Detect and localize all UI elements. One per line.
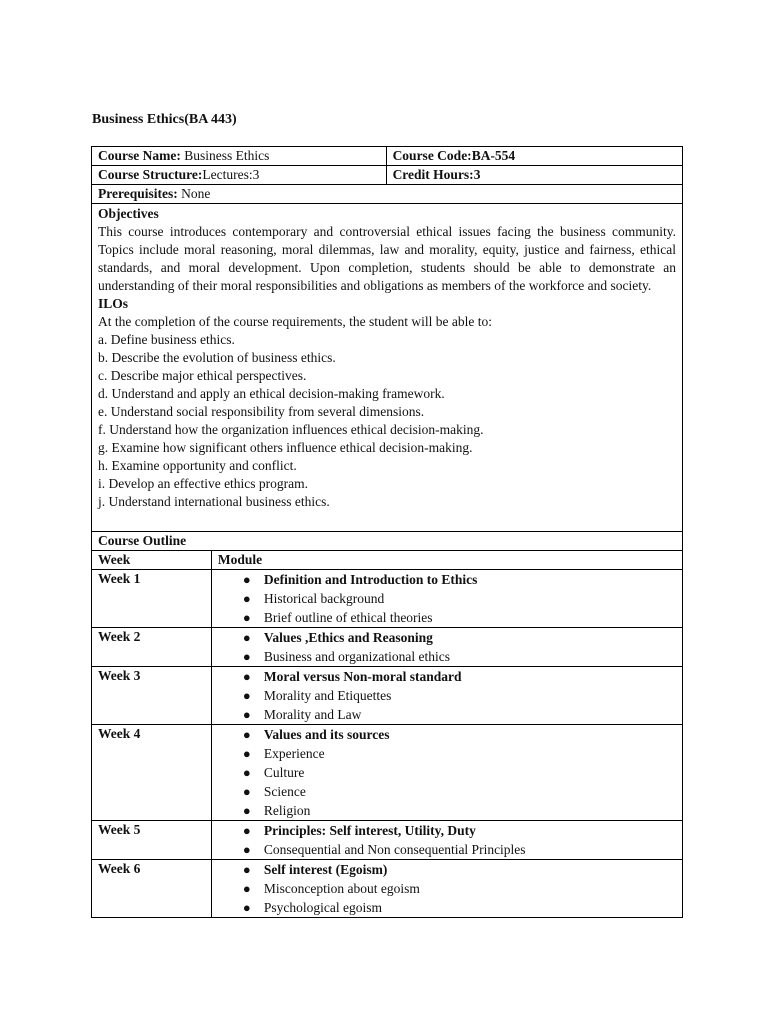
ilos-heading: ILOs <box>98 296 129 311</box>
bullet-icon: ● <box>242 862 251 877</box>
bullet-icon: ● <box>242 707 251 722</box>
week-row <box>92 628 683 667</box>
objectives-row <box>92 204 683 532</box>
bullet-icon: ● <box>242 727 251 742</box>
module-item <box>218 840 676 859</box>
bullet-icon: ● <box>242 746 251 761</box>
bullet-icon: ● <box>242 572 251 587</box>
week-column-header: Week <box>92 551 212 570</box>
module-text: Psychological egoism <box>263 900 382 915</box>
module-item <box>218 879 676 898</box>
module-item <box>218 705 676 724</box>
module-heading <box>218 570 676 589</box>
ilo-item: d. Understand and apply an ethical decision-making framework. <box>98 386 445 401</box>
ilo-item: b. Describe the evolution of business ethics. <box>98 350 336 365</box>
bullet-icon: ● <box>242 881 251 896</box>
credit-hours-value: 3 <box>473 167 481 182</box>
course-structure-row <box>92 166 683 185</box>
ilo-item: e. Understand social responsibility from several dimensions. <box>98 404 425 419</box>
ilo-item: i. Develop an effective ethics program. <box>98 476 309 491</box>
ilo-item: c. Describe major ethical perspectives. <box>98 368 307 383</box>
module-heading <box>218 725 676 744</box>
ilo-item: h. Examine opportunity and conflict. <box>98 458 297 473</box>
bullet-icon: ● <box>242 591 251 606</box>
course-table <box>91 146 683 918</box>
module-cell <box>211 628 682 667</box>
module-text: Consequential and Non consequential Principles <box>263 842 526 857</box>
module-list <box>218 667 676 724</box>
ilos-list <box>98 331 676 511</box>
module-cell <box>211 570 682 628</box>
module-cell <box>211 860 682 918</box>
module-text: Values and its sources <box>263 727 390 742</box>
module-cell <box>211 725 682 821</box>
module-text: Moral versus Non-moral standard <box>263 669 462 684</box>
course-code-label: Course Code: <box>392 148 472 163</box>
bullet-icon: ● <box>242 649 251 664</box>
module-text: Culture <box>263 765 305 780</box>
module-list <box>218 725 676 820</box>
ilos-intro: At the completion of the course requirements, the student will be able to: <box>98 314 493 329</box>
module-list <box>218 570 676 627</box>
module-cell <box>211 667 682 725</box>
module-item <box>218 589 676 608</box>
module-heading <box>218 667 676 686</box>
module-text: Experience <box>263 746 325 761</box>
spacer <box>98 511 676 531</box>
objectives-text: This course introduces contemporary and controversial ethical issues facing the business community. Topics include moral reasoning, moral dilemmas, law and morality, equity, justice and fairness, ethical standards, and moral development. Upon completion, students should be able to demonstrate an understanding of their moral responsibilities and obligations as members of the workforce and society. <box>98 224 676 293</box>
prerequisites-label: Prerequisites: <box>98 186 178 201</box>
module-item <box>218 608 676 627</box>
module-list <box>218 821 676 859</box>
module-heading <box>218 860 676 879</box>
course-name-row <box>92 147 683 166</box>
prerequisites-row <box>92 185 683 204</box>
bullet-icon: ● <box>242 784 251 799</box>
course-code-value: BA-554 <box>471 148 516 163</box>
course-structure-cell <box>92 166 387 185</box>
module-item <box>218 801 676 820</box>
module-list <box>218 628 676 666</box>
module-text: Principles: Self interest, Utility, Duty <box>263 823 476 838</box>
course-name-label: Course Name: <box>98 148 181 163</box>
module-item <box>218 898 676 917</box>
week-row <box>92 725 683 821</box>
module-item <box>218 686 676 705</box>
module-text: Morality and Law <box>263 707 362 722</box>
week-label: Week 5 <box>92 821 212 860</box>
module-item <box>218 763 676 782</box>
module-text: Historical background <box>263 591 385 606</box>
week-row <box>92 860 683 918</box>
week-label: Week 4 <box>92 725 212 821</box>
ilo-item: j. Understand international business ethics. <box>98 494 330 509</box>
module-text: Values ,Ethics and Reasoning <box>263 630 433 645</box>
week-label: Week 2 <box>92 628 212 667</box>
week-row <box>92 570 683 628</box>
course-outline-row <box>92 532 683 551</box>
week-row <box>92 667 683 725</box>
week-label: Week 6 <box>92 860 212 918</box>
bullet-icon: ● <box>242 803 251 818</box>
bullet-icon: ● <box>242 765 251 780</box>
module-item <box>218 647 676 666</box>
outline-header-row <box>92 551 683 570</box>
credit-hours-label: Credit Hours: <box>392 167 474 182</box>
bullet-icon: ● <box>242 610 251 625</box>
credit-hours-cell <box>386 166 682 185</box>
module-text: Brief outline of ethical theories <box>263 610 433 625</box>
ilo-item: f. Understand how the organization influences ethical decision-making. <box>98 422 484 437</box>
module-cell <box>211 821 682 860</box>
module-column-header: Module <box>211 551 682 570</box>
module-text: Misconception about egoism <box>263 881 420 896</box>
course-code-cell <box>386 147 682 166</box>
module-text: Science <box>263 784 306 799</box>
ilo-item: g. Examine how significant others influence ethical decision-making. <box>98 440 473 455</box>
course-name-value: Business Ethics <box>180 148 270 163</box>
bullet-icon: ● <box>242 823 251 838</box>
module-text: Religion <box>263 803 311 818</box>
prerequisites-cell <box>92 185 683 204</box>
document-title: Business Ethics(BA 443) <box>92 112 237 127</box>
module-text: Business and organizational ethics <box>263 649 450 664</box>
prerequisites-value: None <box>177 186 211 201</box>
course-structure-value: Lectures:3 <box>202 167 260 182</box>
module-item <box>218 744 676 763</box>
objectives-cell <box>92 204 683 532</box>
module-item <box>218 782 676 801</box>
bullet-icon: ● <box>242 630 251 645</box>
bullet-icon: ● <box>242 842 251 857</box>
week-row <box>92 821 683 860</box>
week-label: Week 3 <box>92 667 212 725</box>
week-label: Week 1 <box>92 570 212 628</box>
module-text: Self interest (Egoism) <box>263 862 388 877</box>
bullet-icon: ● <box>242 900 251 915</box>
module-heading <box>218 628 676 647</box>
course-structure-label: Course Structure: <box>98 167 203 182</box>
course-name-cell <box>92 147 387 166</box>
bullet-icon: ● <box>242 669 251 684</box>
bullet-icon: ● <box>242 688 251 703</box>
objectives-heading: Objectives <box>98 206 159 221</box>
ilo-item: a. Define business ethics. <box>98 332 235 347</box>
module-text: Definition and Introduction to Ethics <box>263 572 478 587</box>
course-outline-heading: Course Outline <box>92 532 683 551</box>
module-heading <box>218 821 676 840</box>
module-text: Morality and Etiquettes <box>263 688 392 703</box>
module-list <box>218 860 676 917</box>
